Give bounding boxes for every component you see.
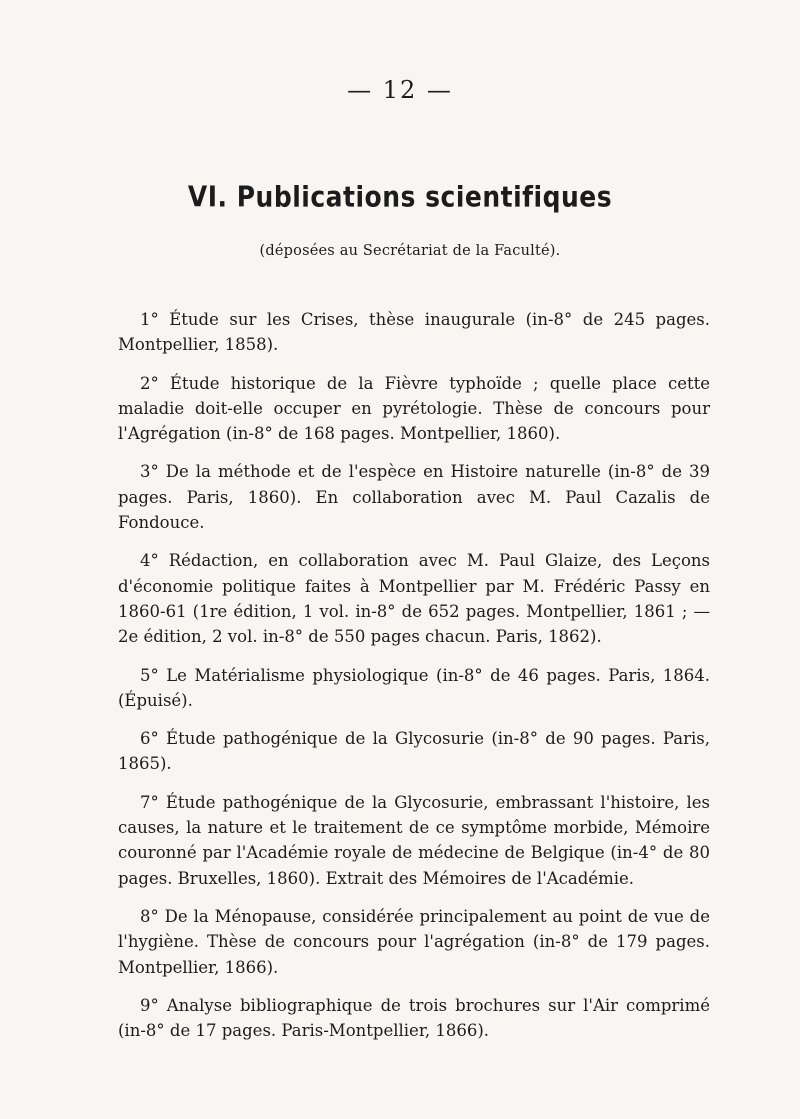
section-title: VI. Publications scientifiques (187, 179, 613, 214)
publication-entry-7: 7° Étude pathogénique de la Glycosurie, embrassant l'histoire, les causes, la nature et le traitement de ce symptôme morbide, Mémoire couronné par l'Académie royale de médecine de Belgique (in-4° de 80 pages. Bruxelles, 1860). Extrait des Mémoires de l'Académie. (118, 792, 710, 888)
page-number: — 12 — (347, 76, 453, 104)
publication-entry-3: 3° De la méthode et de l'espèce en Histoire naturelle (in-8° de 39 pages. Paris, 1860). En collaboration avec M. Paul Cazalis de Fondouce. (118, 462, 710, 533)
publication-entry-1: 1° Étude sur les Crises, thèse inaugurale (in-8° de 245 pages. Montpellier, 1858). (118, 310, 710, 355)
publication-entry-8: 8° De la Ménopause, considérée principalement au point de vue de l'hygiène. Thèse de concours pour l'agrégation (in-8° de 179 pages. Montpellier, 1866). (118, 906, 710, 977)
section-subtitle: (déposées au Secrétariat de la Faculté). (259, 243, 561, 259)
publication-entry-2: 2° Étude historique de la Fièvre typhoïde ; quelle place cette maladie doit-elle occuper en pyrétologie. Thèse de concours pour l'Agrégation (in-8° de 168 pages. Montpellier, 1860). (118, 373, 710, 444)
publication-list (118, 307, 710, 1056)
publication-entry-9: 9° Analyse bibliographique de trois brochures sur l'Air comprimé (in-8° de 17 pages. Paris-Montpellier, 1866). (118, 995, 710, 1041)
publication-entry-5: 5° Le Matérialisme physiologique (in-8° de 46 pages. Paris, 1864. (Épuisé). (118, 665, 710, 710)
publication-entry-6: 6° Étude pathogénique de la Glycosurie (in-8° de 90 pages. Paris, 1865). (118, 729, 710, 774)
publication-entry-4: 4° Rédaction, en collaboration avec M. Paul Glaize, des Leçons d'économie politique faites à Montpellier par M. Frédéric Passy en 1860-61 (1re édition, 1 vol. in-8° de 652 pages. Montpellier, 1861 ; — 2e édition, 2 vol. in-8° de 550 pages chacun. Paris, 1862). (118, 551, 710, 647)
